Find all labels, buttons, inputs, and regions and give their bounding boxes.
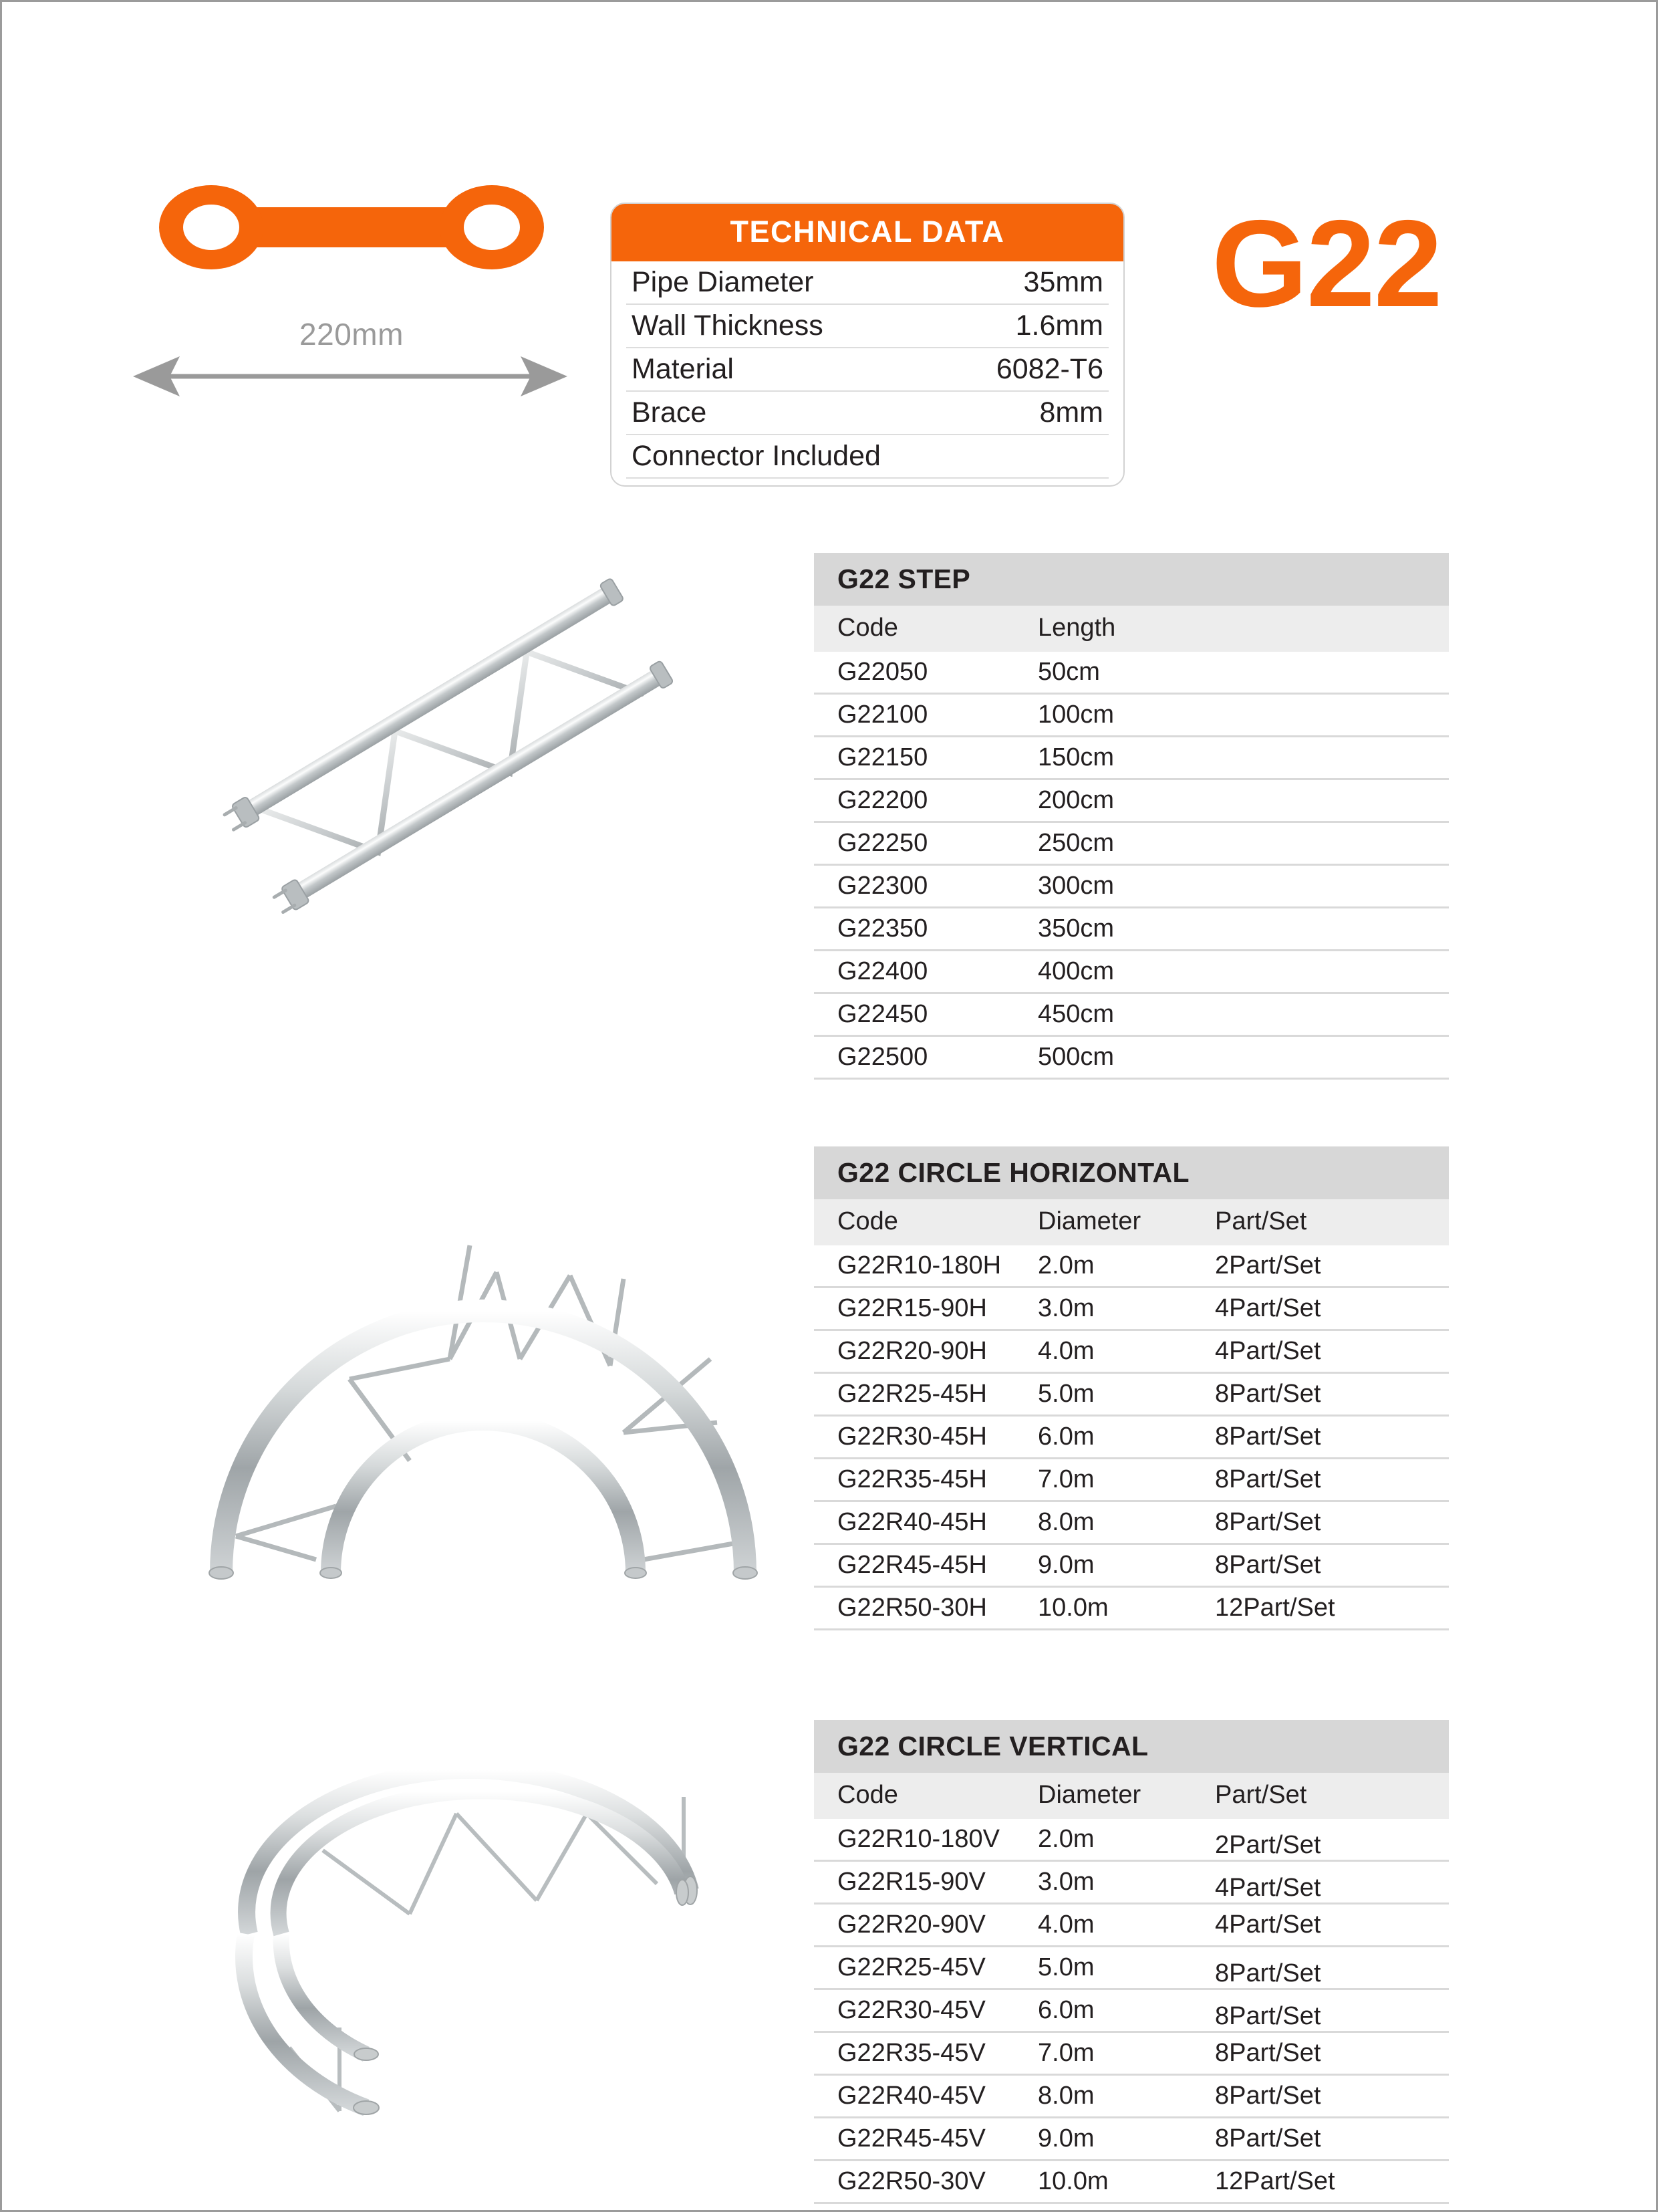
table-row (814, 1588, 1449, 1630)
cell-partset: 8Part/Set (1215, 1508, 1321, 1536)
page-title: G22 (1212, 195, 1441, 333)
cell-code: G22R15-90H (837, 1294, 987, 1322)
column-header-diameter: Diameter (1038, 1207, 1141, 1235)
cell-partset: 8Part/Set (1215, 2082, 1321, 2110)
cell-diameter: 3.0m (1038, 1294, 1095, 1322)
tech-label: Connector Included (632, 440, 881, 472)
table-circle-vertical (814, 1720, 1449, 2204)
tech-label: Wall Thickness (632, 310, 823, 342)
table-row (814, 1331, 1449, 1374)
column-header-partset: Part/Set (1215, 1781, 1307, 1809)
cell-diameter: 3.0m (1038, 1868, 1095, 1896)
tech-row (626, 435, 1109, 479)
table-row (814, 652, 1449, 695)
cell-code: G22R50-30H (837, 1594, 987, 1622)
table-title: G22 CIRCLE HORIZONTAL (814, 1146, 1449, 1199)
cell-diameter: 2.0m (1038, 1825, 1095, 1853)
cell-length: 350cm (1038, 914, 1115, 943)
column-header-length: Length (1038, 614, 1116, 642)
cell-code: G22050 (837, 658, 928, 686)
cell-diameter: 5.0m (1038, 1380, 1095, 1408)
truss-cross-section-icon (148, 184, 555, 271)
table-step (814, 553, 1449, 1080)
cell-code: G22400 (837, 957, 928, 985)
tech-label: Material (632, 353, 734, 385)
cell-code: G22R40-45V (837, 2082, 986, 2110)
cell-code: G22R35-45V (837, 2039, 986, 2067)
table-row (814, 908, 1449, 951)
cell-partset: 4Part/Set (1215, 1294, 1321, 1322)
tech-row (626, 392, 1109, 435)
technical-data-rows (611, 261, 1123, 485)
cell-code: G22R45-45H (837, 1551, 987, 1579)
table-row (814, 994, 1449, 1037)
cell-partset: 8Part/Set (1215, 1423, 1321, 1451)
cell-code: G22300 (837, 872, 928, 900)
tech-value: 8mm (1039, 396, 1103, 428)
column-header-code: Code (837, 1207, 898, 1235)
cell-code: G22350 (837, 914, 928, 943)
table-row (814, 2076, 1449, 2118)
cell-partset: 4Part/Set (1215, 1911, 1321, 1939)
tech-value: 35mm (1023, 266, 1103, 298)
cell-partset: 2Part/Set (1215, 1251, 1321, 1279)
cell-code: G22150 (837, 743, 928, 771)
cell-partset: 12Part/Set (1215, 2167, 1335, 2195)
dimension-label: 220mm (299, 317, 404, 352)
technical-data-card (610, 203, 1125, 487)
table-row (814, 866, 1449, 908)
table-row (814, 951, 1449, 994)
cell-partset: 4Part/Set (1215, 1874, 1321, 1902)
tech-label: Pipe Diameter (632, 266, 814, 298)
column-header-code: Code (837, 614, 898, 642)
cell-code: G22R20-90V (837, 1911, 986, 1939)
cell-length: 100cm (1038, 701, 1115, 729)
dimension-arrow-icon (133, 355, 567, 398)
table-row (814, 1990, 1449, 2033)
cell-length: 200cm (1038, 786, 1115, 814)
cell-diameter: 4.0m (1038, 1911, 1095, 1939)
cell-code: G22R25-45H (837, 1380, 987, 1408)
cell-code: G22250 (837, 829, 928, 857)
cell-diameter: 10.0m (1038, 2167, 1109, 2195)
cell-length: 50cm (1038, 658, 1100, 686)
cell-code: G22100 (837, 701, 928, 729)
table-row (814, 2033, 1449, 2076)
table-row (814, 2161, 1449, 2204)
cell-diameter: 6.0m (1038, 1423, 1095, 1451)
table-circle-horizontal (814, 1146, 1449, 1630)
cell-code: G22R10-180H (837, 1251, 1002, 1279)
cell-code: G22R30-45H (837, 1423, 987, 1451)
product-photo-step (202, 537, 744, 978)
cell-partset: 8Part/Set (1215, 1380, 1321, 1408)
cell-diameter: 2.0m (1038, 1251, 1095, 1279)
column-header-diameter: Diameter (1038, 1781, 1141, 1809)
table-row (814, 780, 1449, 823)
column-header-code: Code (837, 1781, 898, 1809)
cell-diameter: 4.0m (1038, 1337, 1095, 1365)
cell-length: 500cm (1038, 1043, 1115, 1071)
cell-code: G22200 (837, 786, 928, 814)
tech-label: Brace (632, 396, 707, 428)
cell-partset: 2Part/Set (1215, 1831, 1321, 1859)
cell-length: 150cm (1038, 743, 1115, 771)
tech-value: 1.6mm (1015, 310, 1103, 342)
column-header-partset: Part/Set (1215, 1207, 1307, 1235)
cell-code: G22450 (837, 1000, 928, 1028)
cell-code: G22R20-90H (837, 1337, 987, 1365)
table-row (814, 1947, 1449, 1990)
cell-partset: 4Part/Set (1215, 1337, 1321, 1365)
table-row (814, 1417, 1449, 1459)
product-photo-circle-horizontal (182, 1158, 784, 1586)
table-row (814, 1459, 1449, 1502)
cell-diameter: 9.0m (1038, 1551, 1095, 1579)
technical-data-title: TECHNICAL DATA (611, 204, 1123, 261)
tech-row (626, 261, 1109, 305)
cell-partset: 8Part/Set (1215, 1465, 1321, 1493)
cell-code: G22R30-45V (837, 1996, 986, 2024)
cell-length: 250cm (1038, 829, 1115, 857)
cell-length: 450cm (1038, 1000, 1115, 1028)
tech-row (626, 305, 1109, 348)
tech-value: 6082-T6 (996, 353, 1103, 385)
cell-code: G22R45-45V (837, 2124, 986, 2153)
cell-partset: 8Part/Set (1215, 1959, 1321, 1987)
cell-diameter: 8.0m (1038, 2082, 1095, 2110)
table-row (814, 1288, 1449, 1331)
table-row (814, 1502, 1449, 1545)
cell-code: G22R10-180V (837, 1825, 1000, 1853)
table-row (814, 1904, 1449, 1947)
cell-code: G22500 (837, 1043, 928, 1071)
cell-code: G22R15-90V (837, 1868, 986, 1896)
cell-code: G22R25-45V (837, 1953, 986, 1981)
cell-diameter: 9.0m (1038, 2124, 1095, 2153)
cell-code: G22R35-45H (837, 1465, 987, 1493)
table-column-headers (814, 606, 1449, 652)
cell-partset: 8Part/Set (1215, 2002, 1321, 2030)
cell-code: G22R50-30V (837, 2167, 986, 2195)
table-title: G22 STEP (814, 553, 1449, 606)
table-row (814, 1819, 1449, 1862)
cell-diameter: 6.0m (1038, 1996, 1095, 2024)
table-column-headers (814, 1773, 1449, 1819)
cell-code: G22R40-45H (837, 1508, 987, 1536)
cell-length: 400cm (1038, 957, 1115, 985)
table-row (814, 695, 1449, 737)
cell-partset: 8Part/Set (1215, 1551, 1321, 1579)
cell-diameter: 8.0m (1038, 1508, 1095, 1536)
table-column-headers (814, 1199, 1449, 1245)
table-row (814, 1862, 1449, 1904)
cell-diameter: 10.0m (1038, 1594, 1109, 1622)
table-row (814, 1545, 1449, 1588)
table-title: G22 CIRCLE VERTICAL (814, 1720, 1449, 1773)
table-row (814, 737, 1449, 780)
product-photo-circle-vertical (223, 1733, 750, 2161)
cell-diameter: 7.0m (1038, 2039, 1095, 2067)
table-row (814, 1037, 1449, 1080)
cell-partset: 12Part/Set (1215, 1594, 1335, 1622)
cell-length: 300cm (1038, 872, 1115, 900)
table-row (814, 1245, 1449, 1288)
cell-partset: 8Part/Set (1215, 2039, 1321, 2067)
table-row (814, 1374, 1449, 1417)
table-row (814, 823, 1449, 866)
tech-row (626, 348, 1109, 392)
cell-partset: 8Part/Set (1215, 2124, 1321, 2153)
cell-diameter: 7.0m (1038, 1465, 1095, 1493)
table-row (814, 2118, 1449, 2161)
cell-diameter: 5.0m (1038, 1953, 1095, 1981)
